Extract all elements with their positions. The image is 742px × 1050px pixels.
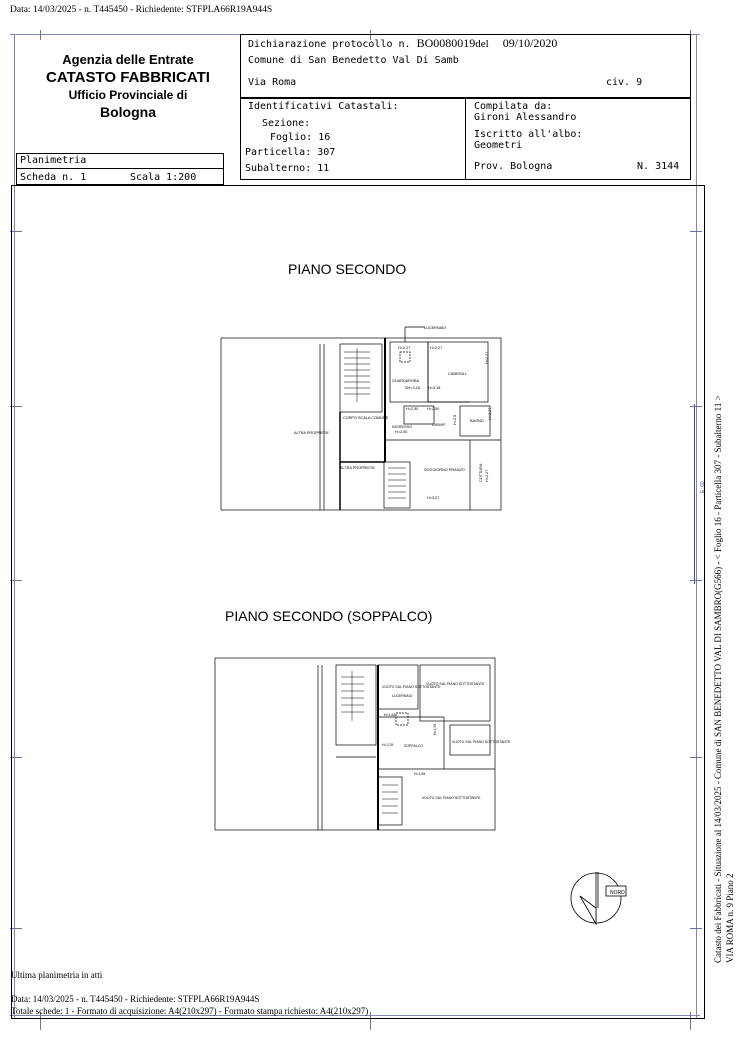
prov-label: Prov.: [474, 161, 505, 172]
planimetria-label: Planimetria: [20, 155, 87, 166]
header-meta: Data: 14/03/2025 - n. T445450 - Richiedente: STFPLA66R19A944S: [10, 5, 273, 15]
sezione-row: [262, 118, 310, 129]
floor-plan-piano-secondo: [220, 322, 502, 512]
civ-line: [606, 77, 642, 88]
declaration-line: [248, 36, 557, 51]
albo-value: Geometri: [474, 140, 523, 151]
north-label: NORD: [610, 890, 625, 896]
identifiers-title: Identificativi Catastali:: [248, 101, 399, 112]
date-label: del: [475, 38, 489, 50]
subalterno-value: 11: [317, 163, 330, 174]
label-soppalco: SOPPALCO: [404, 744, 423, 748]
label-disimp: DISIMP.: [432, 423, 446, 427]
albo-number-value: 3144: [655, 161, 680, 172]
label-soggiorno: SOGGIORNO PRANZO: [424, 468, 465, 472]
scala-label: Scala 1:200: [130, 172, 197, 183]
catasto-title: CATASTO FABBRICATI: [46, 69, 210, 86]
foglio-label: Foglio:: [270, 132, 313, 143]
agency-name: Agenzia delle Entrate: [62, 52, 194, 67]
label-h3: H=2,27: [485, 351, 489, 364]
tick-top-1: [40, 30, 41, 40]
sezione-label: Sezione:: [262, 118, 311, 129]
label-h-guard2: H=3,18: [428, 386, 441, 390]
label-vuoto2: VUOTO SUL PIANO SOTTOSTANTE: [426, 682, 485, 686]
civ-number: 9: [636, 77, 643, 88]
label-h-bottom: H=3,27: [427, 496, 440, 500]
label-h-b: H=2,50: [427, 407, 440, 411]
label-altra-prop1: ALTRA PROPRIETA': [294, 431, 330, 435]
label-cottura: COTTURA: [479, 463, 483, 482]
albo-number-label: N.: [637, 161, 650, 172]
plan2-title: PIANO SECONDO (SOPPALCO): [225, 608, 433, 624]
declaration-label: Dichiarazione protocollo n.: [248, 39, 411, 50]
label-h4-2: H=1,84: [414, 772, 426, 776]
footer-notes: [11, 969, 368, 1017]
label-h-bagno: H=2,27: [488, 407, 492, 420]
prov-value: Bologna: [510, 161, 553, 172]
plan1-title: PIANO SECONDO: [288, 261, 407, 277]
label-h3-2: H=1,94: [433, 723, 437, 735]
label-bagno: BAGNO: [470, 419, 484, 423]
comune-line: Comune di San Benedetto Val Di Samb: [248, 55, 459, 66]
identifiers-divider: [465, 98, 466, 180]
side-stamp: E: 60: [700, 481, 706, 493]
label-lucernaio: LUCERNAIO: [424, 326, 447, 330]
albo-label: Iscritto all'albo:: [474, 129, 583, 140]
scheda-label: Scheda n. 1: [20, 172, 87, 183]
subalterno-row: [245, 163, 329, 174]
particella-value: 307: [317, 147, 336, 158]
prov-row: [474, 161, 552, 172]
planimetria-divider: [16, 168, 224, 169]
foglio-row: [270, 132, 330, 143]
north-arrow: [566, 868, 628, 928]
label-vuoto1: VUOTO SUL PIANO SOTTOSTANTE: [382, 685, 441, 689]
office-city: Bologna: [100, 104, 156, 120]
footer-ultima: Ultima planimetria in atti: [11, 970, 103, 980]
declaration-date: 09/10/2020: [502, 36, 558, 50]
civ-label: civ.: [606, 77, 631, 88]
label-vuoto3: VUOTO SUL PIANO SOTTOSTANTE: [452, 740, 511, 744]
label-ingresso: INGRESSO: [392, 425, 413, 429]
label-altra-prop2: ALTRA PROPRIETA': [340, 466, 376, 470]
floor-plan-soppalco: [214, 657, 511, 832]
label-h-a: H=2,50: [406, 407, 419, 411]
subalterno-label: Subalterno:: [245, 163, 312, 174]
side-info-line2: VIA ROMA n. 9 Piano 2: [725, 873, 735, 963]
label-lucernaio2: LUCERNAIO: [392, 694, 413, 698]
agency-block: [20, 52, 236, 120]
label-h2: H=2,27: [430, 346, 443, 350]
side-info-line1: Catasto dei Fabbricati - Situazione al 14/03/2025 - Comune di SAN BENEDETTO VAL DI SAMBRO(G566) - < Foglio 16 - Particella 307 - Subalterno 11 >: [713, 395, 723, 963]
foglio-value: 16: [318, 132, 331, 143]
protocol-number: BO0080019: [416, 36, 476, 50]
footer-totale: Totale schede: 1 - Formato di acquisizione: A4(210x297) - Formato stampa richiesto: A4(210x297): [11, 1006, 369, 1016]
side-info: [712, 395, 736, 963]
footer-data: Data: 14/03/2025 - n. T445450 - Richiedente: STFPLA66R19A944S: [11, 994, 260, 1004]
label-h-bagno2: H=2,9: [453, 414, 457, 425]
label-h1: H=2,27: [398, 346, 411, 350]
label-h-guard: SH=3,18: [405, 386, 420, 390]
label-guardaroba: GUARDAROBA: [392, 379, 420, 383]
label-corpo-scala: CORPO SCALA COMUNE: [343, 416, 389, 420]
label-vuoto4: VUOTO SUL PIANO SOTTOSTANTE: [422, 796, 481, 800]
office-label: Ufficio Provinciale di: [68, 88, 188, 102]
compiled-name: Gironi Alessandro: [474, 112, 577, 123]
particella-row: [245, 147, 335, 158]
particella-label: Particella:: [245, 147, 312, 158]
label-h-cott: H=2,27: [485, 469, 489, 482]
albo-number-row: [637, 161, 679, 172]
label-h1-2: H=1,64: [384, 713, 396, 717]
label-h2-2: H=2,29: [382, 743, 394, 747]
label-h-ingr: H=2,50: [395, 430, 408, 434]
via-line: Via Roma: [248, 77, 297, 88]
compiled-label: Compilata da:: [474, 101, 553, 112]
label-camera: CAMERA L.: [448, 372, 469, 376]
